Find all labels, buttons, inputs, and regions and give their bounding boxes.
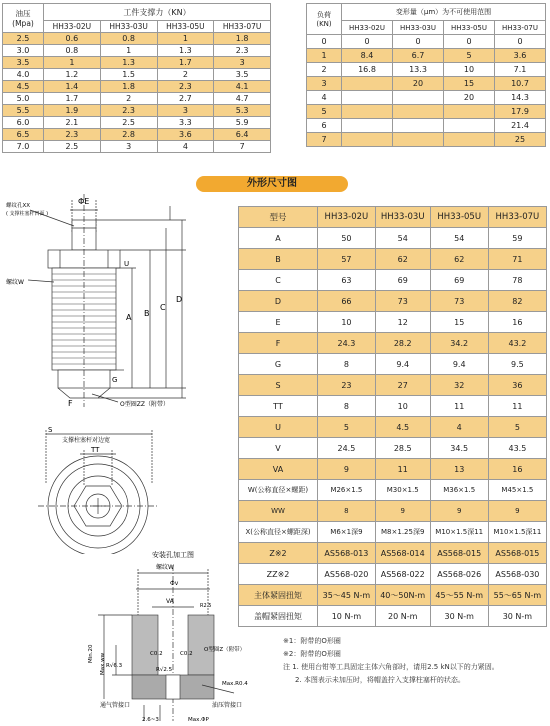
- value-cell: 20 N-m: [375, 606, 430, 627]
- value-cell: 16: [488, 312, 546, 333]
- table-row: [3, 105, 271, 117]
- table-row: [307, 133, 546, 147]
- value-cell: 8: [318, 501, 376, 522]
- value-cell: 9.4: [375, 354, 430, 375]
- row-label-cell: 6.5: [3, 129, 44, 141]
- value-cell: 59: [488, 228, 546, 249]
- value-cell: 16: [488, 459, 546, 480]
- value-cell: 1: [157, 33, 214, 45]
- tt-label: TT: [91, 446, 100, 454]
- row-label-cell: Z※2: [239, 543, 318, 564]
- value-cell: 4: [430, 417, 488, 438]
- value-cell: 30 N-m: [488, 606, 546, 627]
- value-cell: 3.3: [157, 117, 214, 129]
- table-row: [3, 141, 271, 153]
- value-cell: 27: [375, 375, 430, 396]
- value-cell: 5: [488, 417, 546, 438]
- oring-z-label: O型圈Z（附带）: [204, 647, 246, 653]
- row-label-cell: U: [239, 417, 318, 438]
- value-cell: 1.7: [157, 57, 214, 69]
- row-label-cell: 4: [307, 91, 342, 105]
- table-row: [239, 480, 547, 501]
- value-cell: 3.6: [495, 49, 546, 63]
- value-cell: 43.5: [488, 438, 546, 459]
- table-row: [239, 585, 547, 606]
- value-cell: M26×1.5: [318, 480, 376, 501]
- value-cell: 2.3: [44, 129, 101, 141]
- table-row: [239, 312, 547, 333]
- table-row: [307, 105, 546, 119]
- table-row: [307, 63, 546, 77]
- value-cell: 69: [430, 270, 488, 291]
- oil-pressure-header: 油压 (Mpa): [3, 4, 44, 33]
- value-cell: 13.3: [393, 63, 444, 77]
- value-cell: 9: [375, 501, 430, 522]
- value-cell: 1.8: [214, 33, 271, 45]
- value-cell: 0.8: [44, 45, 101, 57]
- value-cell: [444, 105, 495, 119]
- row-label-cell: S: [239, 375, 318, 396]
- value-cell: AS568-030: [488, 564, 546, 585]
- table-row: [307, 35, 546, 49]
- value-cell: 11: [430, 396, 488, 417]
- table-row: [3, 129, 271, 141]
- value-cell: M45×1.5: [488, 480, 546, 501]
- support-force-header: 工件支撑力（KN）: [44, 4, 271, 21]
- deformation-header: 变形量（μm）为不可使用范围: [342, 4, 546, 21]
- f-label: F: [68, 399, 73, 408]
- value-cell: AS568-015: [430, 543, 488, 564]
- note-line: ※2：附带的O形圈: [283, 650, 341, 658]
- value-cell: 13: [430, 459, 488, 480]
- value-cell: 2.7: [157, 93, 214, 105]
- row-label-cell: G: [239, 354, 318, 375]
- table-row: [3, 69, 271, 81]
- value-cell: 23: [318, 375, 376, 396]
- table-row: [3, 45, 271, 57]
- value-cell: 57: [318, 249, 376, 270]
- row-label-cell: E: [239, 312, 318, 333]
- row-label-cell: 3: [307, 77, 342, 91]
- value-cell: 5.3: [214, 105, 271, 117]
- value-cell: 20: [444, 91, 495, 105]
- row-label-cell: 4.5: [3, 81, 44, 93]
- value-cell: AS568-022: [375, 564, 430, 585]
- value-cell: 1.2: [44, 69, 101, 81]
- value-cell: 20: [393, 77, 444, 91]
- value-cell: AS568-015: [488, 543, 546, 564]
- thread-x-sub: ( 支撑柱塞杆凹面 ): [6, 211, 49, 217]
- table-row: [239, 228, 547, 249]
- s-sub-label: 支撑柱塞杆对边宽: [62, 437, 111, 444]
- value-cell: 21.4: [495, 119, 546, 133]
- value-cell: 28.5: [375, 438, 430, 459]
- row-label-cell: W(公称直径×螺距): [239, 480, 318, 501]
- value-cell: 4.7: [214, 93, 271, 105]
- c02-label-a: C0.2: [150, 651, 163, 657]
- value-cell: 1.3: [157, 45, 214, 57]
- dimensions-table: [238, 206, 547, 627]
- model-header: HH33-05U: [444, 21, 495, 35]
- row-label-cell: 2: [307, 63, 342, 77]
- value-cell: AS568-013: [318, 543, 376, 564]
- value-cell: 12: [375, 312, 430, 333]
- value-cell: 63: [318, 270, 376, 291]
- value-cell: 0: [342, 35, 393, 49]
- value-cell: 2.5: [100, 117, 157, 129]
- value-cell: 9: [488, 501, 546, 522]
- value-cell: 5: [318, 417, 376, 438]
- row-label-cell: 6.0: [3, 117, 44, 129]
- value-cell: 55～65 N-m: [488, 585, 546, 606]
- table-row: [307, 91, 546, 105]
- value-cell: 3: [100, 141, 157, 153]
- value-cell: 9.5: [488, 354, 546, 375]
- value-cell: 24.3: [318, 333, 376, 354]
- va-label: VA: [166, 598, 174, 605]
- dim-c-label: C: [160, 303, 166, 312]
- dim-26-3-label: 2.6~3: [142, 717, 159, 723]
- table-row: [239, 501, 547, 522]
- row-label-cell: X(公称直径×螺距深): [239, 522, 318, 543]
- value-cell: [393, 133, 444, 147]
- value-cell: 2.1: [44, 117, 101, 129]
- value-cell: 6.7: [393, 49, 444, 63]
- value-cell: [444, 119, 495, 133]
- value-cell: 54: [375, 228, 430, 249]
- row-label-cell: 0: [307, 35, 342, 49]
- value-cell: AS568-026: [430, 564, 488, 585]
- section-title: 外形尺寸图: [196, 176, 348, 192]
- value-cell: [393, 119, 444, 133]
- value-cell: 8.4: [342, 49, 393, 63]
- value-cell: 17.9: [495, 105, 546, 119]
- note-line: 2. 本图表示未加压时，将帽盖拧入支撑柱塞杆的状态。: [295, 676, 465, 684]
- value-cell: 7: [214, 141, 271, 153]
- value-cell: 54: [430, 228, 488, 249]
- row-label-cell: 5.0: [3, 93, 44, 105]
- value-cell: 2.3: [100, 105, 157, 117]
- value-cell: 11: [375, 459, 430, 480]
- value-cell: 1.9: [44, 105, 101, 117]
- value-cell: 71: [488, 249, 546, 270]
- value-cell: 0.6: [44, 33, 101, 45]
- table-row: [239, 606, 547, 627]
- value-cell: 1.3: [100, 57, 157, 69]
- model-header: HH33-02U: [318, 207, 376, 228]
- value-cell: M6×1深9: [318, 522, 376, 543]
- value-cell: 2: [100, 93, 157, 105]
- value-cell: 10.7: [495, 77, 546, 91]
- row-label-cell: 3.5: [3, 57, 44, 69]
- row-label-cell: 主体紧固扭矩: [239, 585, 318, 606]
- oil-port-label: 油压管接口: [212, 702, 243, 709]
- value-cell: [342, 77, 393, 91]
- table-row: [239, 249, 547, 270]
- row-label-cell: 7: [307, 133, 342, 147]
- model-header: HH33-02U: [342, 21, 393, 35]
- table-row: [239, 543, 547, 564]
- row-label-cell: ZZ※2: [239, 564, 318, 585]
- value-cell: 3.5: [214, 69, 271, 81]
- load-header: 负荷 (KN): [307, 4, 342, 35]
- model-header: HH33-03U: [393, 21, 444, 35]
- value-cell: 2.3: [157, 81, 214, 93]
- table-row: [239, 270, 547, 291]
- value-cell: 36: [488, 375, 546, 396]
- value-cell: M36×1.5: [430, 480, 488, 501]
- value-cell: 40～50N-m: [375, 585, 430, 606]
- value-cell: 6.4: [214, 129, 271, 141]
- value-cell: [444, 133, 495, 147]
- value-cell: 62: [375, 249, 430, 270]
- row-label-cell: F: [239, 333, 318, 354]
- note-line: 注 1. 使用台钳等工具固定主体六角部时，请用2.5 kN以下的力紧固。: [283, 663, 499, 671]
- value-cell: [342, 105, 393, 119]
- value-cell: [393, 91, 444, 105]
- value-cell: 10: [318, 312, 376, 333]
- row-label-cell: 1: [307, 49, 342, 63]
- value-cell: 0.8: [100, 33, 157, 45]
- table-row: [239, 291, 547, 312]
- value-cell: M10×1.5深11: [488, 522, 546, 543]
- value-cell: 62: [430, 249, 488, 270]
- row-label-cell: D: [239, 291, 318, 312]
- value-cell: 10: [375, 396, 430, 417]
- row-label-cell: 3.0: [3, 45, 44, 57]
- value-cell: M30×1.5: [375, 480, 430, 501]
- phi-e-label: ΦE: [78, 197, 90, 206]
- model-header: HH33-07U: [488, 207, 546, 228]
- value-cell: 35～45 N-m: [318, 585, 376, 606]
- table-row: [239, 459, 547, 480]
- value-cell: 8: [318, 354, 376, 375]
- table-row: [307, 77, 546, 91]
- dim-d-label: D: [176, 295, 183, 304]
- value-cell: 50: [318, 228, 376, 249]
- value-cell: 9: [430, 501, 488, 522]
- model-header: HH33-02U: [44, 21, 101, 33]
- support-force-table: [2, 3, 271, 153]
- value-cell: AS568-020: [318, 564, 376, 585]
- value-cell: 14.3: [495, 91, 546, 105]
- dim-b-label: B: [144, 309, 150, 318]
- value-cell: 43.2: [488, 333, 546, 354]
- row-label-cell: A: [239, 228, 318, 249]
- value-cell: 1.7: [44, 93, 101, 105]
- model-header: HH33-07U: [214, 21, 271, 33]
- row-label-cell: TT: [239, 396, 318, 417]
- value-cell: 25: [495, 133, 546, 147]
- value-cell: AS568-014: [375, 543, 430, 564]
- table-row: [3, 117, 271, 129]
- table-row: [307, 49, 546, 63]
- value-cell: 8: [318, 396, 376, 417]
- table-row: [239, 354, 547, 375]
- value-cell: 2.8: [100, 129, 157, 141]
- value-cell: 3: [214, 57, 271, 69]
- value-cell: 34.2: [430, 333, 488, 354]
- value-cell: 11: [488, 396, 546, 417]
- value-cell: 30 N-m: [430, 606, 488, 627]
- table-row: [3, 33, 271, 45]
- value-cell: 10: [444, 63, 495, 77]
- c02-label-b: C0.2: [180, 651, 193, 657]
- value-cell: 9: [318, 459, 376, 480]
- value-cell: 82: [488, 291, 546, 312]
- value-cell: 16.8: [342, 63, 393, 77]
- value-cell: 69: [375, 270, 430, 291]
- g-label: G: [112, 376, 118, 384]
- row-label-cell: C: [239, 270, 318, 291]
- thread-x-label: 螺纹孔XX: [6, 203, 31, 209]
- table-row: [239, 333, 547, 354]
- value-cell: [342, 119, 393, 133]
- rv25-label: R√2.5: [156, 667, 173, 673]
- value-cell: 4: [157, 141, 214, 153]
- table-row: [239, 417, 547, 438]
- value-cell: 7.1: [495, 63, 546, 77]
- install-title: 安装孔加工图: [152, 551, 194, 559]
- max-r04-label: Max.R0.4: [222, 681, 248, 687]
- value-cell: 5: [444, 49, 495, 63]
- note-line: ※1：附带的O形圈: [283, 637, 341, 645]
- value-cell: [342, 133, 393, 147]
- value-cell: 15: [444, 77, 495, 91]
- table-row: [239, 438, 547, 459]
- model-header: HH33-07U: [495, 21, 546, 35]
- value-cell: 66: [318, 291, 376, 312]
- row-label-cell: 5.5: [3, 105, 44, 117]
- value-cell: 2.5: [44, 141, 101, 153]
- value-cell: 2.3: [214, 45, 271, 57]
- model-header: HH33-05U: [430, 207, 488, 228]
- model-header: 型号: [239, 207, 318, 228]
- value-cell: 73: [430, 291, 488, 312]
- table-row: [3, 81, 271, 93]
- value-cell: 1.5: [100, 69, 157, 81]
- table-row: [239, 396, 547, 417]
- row-label-cell: V: [239, 438, 318, 459]
- value-cell: 32: [430, 375, 488, 396]
- value-cell: 78: [488, 270, 546, 291]
- thread-w-label: 螺纹W: [6, 279, 24, 286]
- r63-label: R√6.3: [106, 663, 123, 669]
- table-row: [307, 119, 546, 133]
- value-cell: 1: [100, 45, 157, 57]
- u-label: U: [124, 260, 130, 268]
- value-cell: 1.4: [44, 81, 101, 93]
- s-label: S: [48, 426, 53, 434]
- table-row: [239, 522, 547, 543]
- value-cell: 73: [375, 291, 430, 312]
- value-cell: 24.5: [318, 438, 376, 459]
- max-phi-p-label: Max.ΦP: [188, 717, 209, 723]
- value-cell: 4.1: [214, 81, 271, 93]
- value-cell: 9.4: [430, 354, 488, 375]
- value-cell: 28.2: [375, 333, 430, 354]
- top-view-drawing: [28, 424, 173, 554]
- row-label-cell: 盖帽紧固扭矩: [239, 606, 318, 627]
- phi-v-label: Φv: [170, 580, 179, 587]
- value-cell: 1.8: [100, 81, 157, 93]
- row-label-cell: 5: [307, 105, 342, 119]
- side-view-drawing: [0, 192, 235, 422]
- row-label-cell: WW: [239, 501, 318, 522]
- value-cell: 2: [157, 69, 214, 81]
- table-row: [3, 93, 271, 105]
- value-cell: 15: [430, 312, 488, 333]
- r25-label: R2.5: [200, 603, 212, 609]
- row-label-cell: 6: [307, 119, 342, 133]
- value-cell: M8×1.25深9: [375, 522, 430, 543]
- row-label-cell: VA: [239, 459, 318, 480]
- value-cell: 5.9: [214, 117, 271, 129]
- value-cell: 45～55 N-m: [430, 585, 488, 606]
- value-cell: 4.5: [375, 417, 430, 438]
- value-cell: 3.6: [157, 129, 214, 141]
- row-label-cell: 7.0: [3, 141, 44, 153]
- model-header: HH33-05U: [157, 21, 214, 33]
- value-cell: 0: [393, 35, 444, 49]
- table-row: [3, 57, 271, 69]
- table-row: [239, 564, 547, 585]
- row-label-cell: 2.5: [3, 33, 44, 45]
- max-ww-label: Max.ww: [100, 652, 106, 675]
- value-cell: [393, 105, 444, 119]
- model-header: HH33-03U: [375, 207, 430, 228]
- oring-zz-label: O型圈ZZ（附带）: [120, 401, 169, 408]
- deformation-table: [306, 3, 546, 147]
- value-cell: 34.5: [430, 438, 488, 459]
- value-cell: 0: [444, 35, 495, 49]
- notes: [283, 635, 545, 687]
- thread-w-label: 螺纹W: [156, 564, 174, 571]
- value-cell: 3: [157, 105, 214, 117]
- value-cell: 1: [44, 57, 101, 69]
- value-cell: 0: [495, 35, 546, 49]
- value-cell: M10×1.5深11: [430, 522, 488, 543]
- min20-label: Min.20: [88, 644, 94, 663]
- value-cell: 10 N-m: [318, 606, 376, 627]
- model-header: HH33-03U: [100, 21, 157, 33]
- value-cell: [342, 91, 393, 105]
- table-row: [239, 375, 547, 396]
- dim-a-label: A: [126, 313, 132, 322]
- row-label-cell: 4.0: [3, 69, 44, 81]
- vent-port-label: 通气管接口: [100, 702, 131, 709]
- row-label-cell: B: [239, 249, 318, 270]
